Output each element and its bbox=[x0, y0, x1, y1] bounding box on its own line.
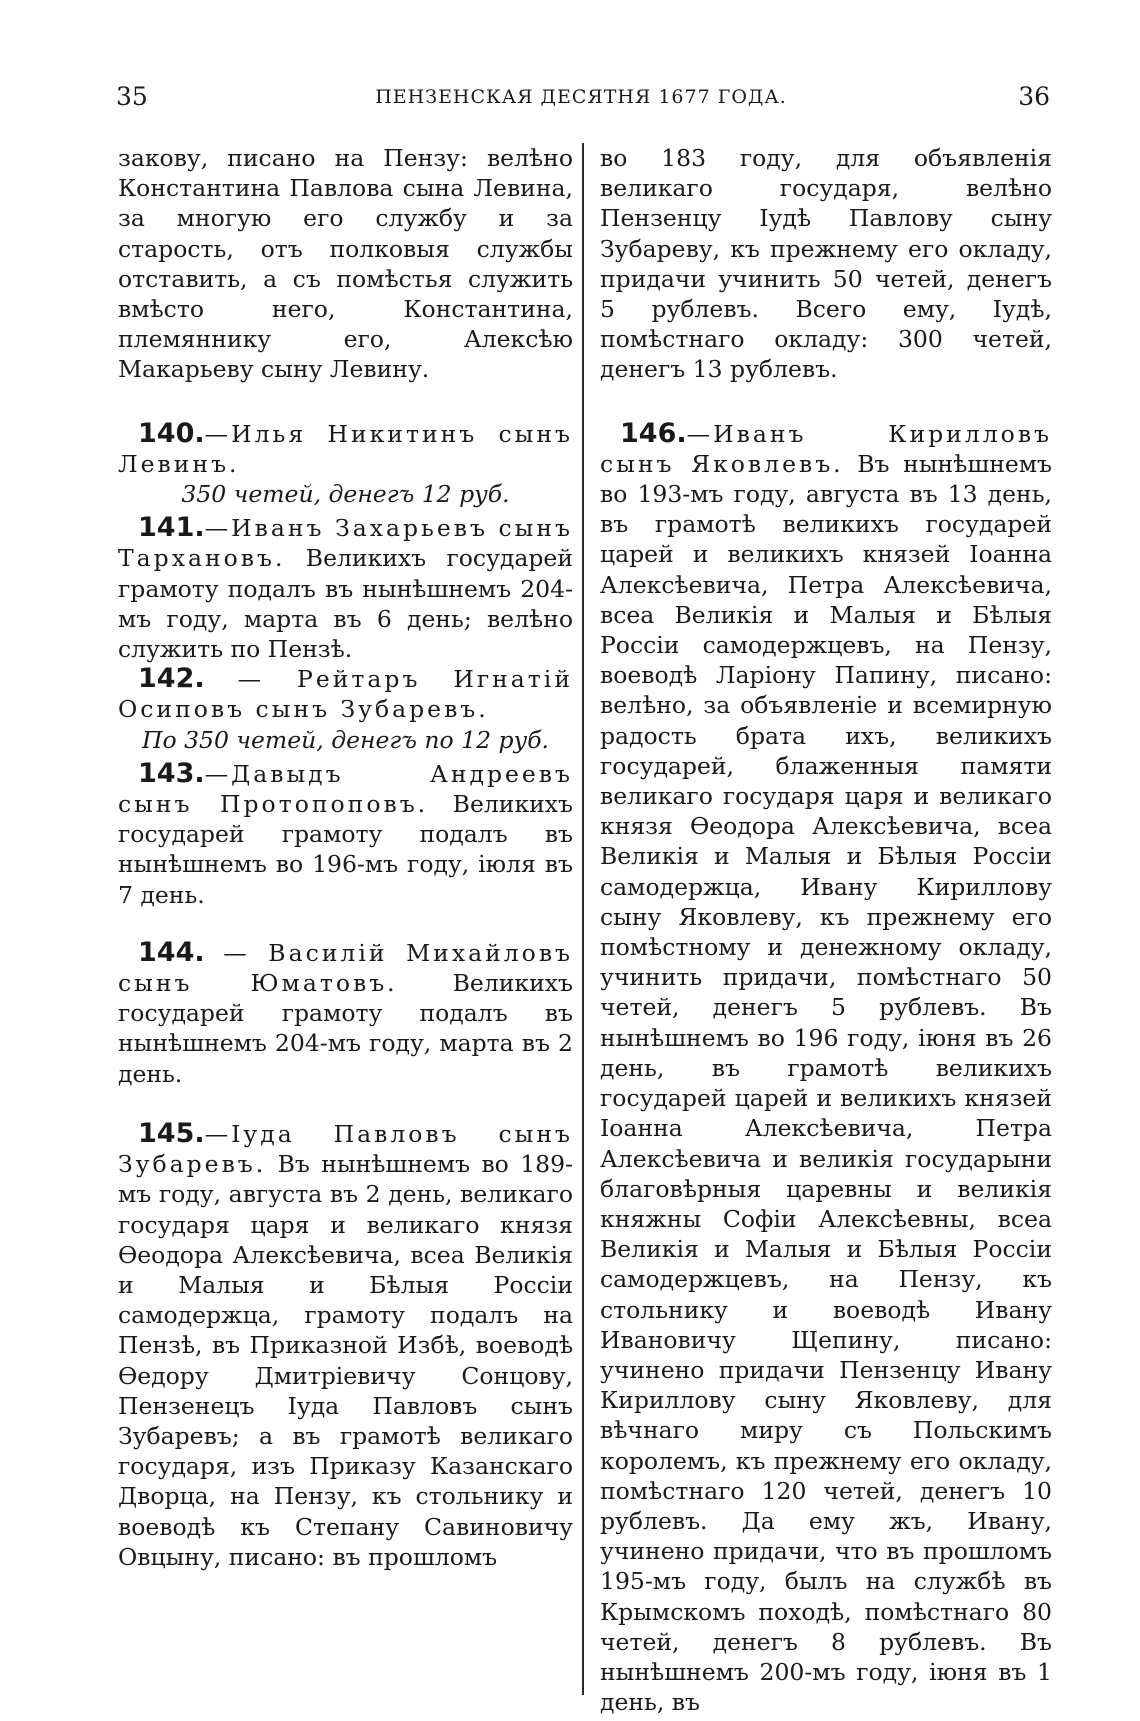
entry-name: — Рейтаръ Игнатій Осиповъ сынъ Зубаревъ. bbox=[118, 665, 573, 724]
page-number-right: 36 bbox=[1018, 82, 1050, 111]
entry-name: —Илья Никитинъ сынъ Левинъ. bbox=[118, 419, 573, 478]
entry-146 bbox=[600, 419, 1052, 1718]
entry-number: 143. bbox=[138, 757, 205, 789]
continuation-text: закову, писано на Пензу: велѣно Константина Павлова сына Левина, за многую его службу и за старость, отъ полковыя службы отставить, а съ помѣстья служить вмѣсто него, Константина, племяннику его, Алексѣю Макарьеву сыну Левину. bbox=[118, 144, 573, 384]
entry-145 bbox=[118, 1119, 573, 1572]
running-title: ПЕНЗЕНСКАЯ ДЕСЯТНЯ 1677 ГОДА. bbox=[375, 86, 787, 108]
column-divider bbox=[582, 143, 584, 1695]
entry-name: — Василій Михайловъ сынъ Юматовъ. bbox=[118, 938, 573, 998]
salary-note: По 350 четей, денегъ по 12 руб. bbox=[141, 725, 550, 754]
entry-142 bbox=[118, 664, 573, 724]
page-header bbox=[112, 82, 1050, 122]
entry-number: 141. bbox=[138, 512, 205, 544]
entry-name: —Иванъ Захарьевъ сынъ Тархановъ. bbox=[118, 514, 573, 573]
entry-number: 145. bbox=[138, 1117, 205, 1149]
entry-number: 146. bbox=[620, 417, 687, 449]
entry-text: Въ нынѣшнемъ во 189-мъ году, августа въ 2 день, великаго государя царя и великаго князя Ѳеодора Алексѣевича, всеа Великія и Малыя и Бѣлыя Россіи самодержца, грамоту подалъ на Пензѣ, въ Приказной Избѣ, воеводѣ Ѳедору Дмитріевичу Сонцову, Пензенецъ Іуда Павловъ сынъ Зубаревъ; а въ грамотѣ великаго государя, изъ Приказу Казанскаго Дворца, на Пензу, къ стольнику и воеводѣ къ Степану Савиновичу Овцыну, писано: въ прошломъ bbox=[118, 1150, 573, 1571]
entry-143 bbox=[118, 759, 573, 910]
page-number-left: 35 bbox=[116, 82, 148, 111]
entry-text: Великихъ государей грамоту подалъ въ нынѣшнемъ 204-мъ году, марта въ 6 день; велѣно служить по Пензѣ. bbox=[118, 544, 573, 664]
entry-name: —Давыдъ Андреевъ сынъ Протопоповъ. bbox=[118, 759, 573, 819]
entry-number: 142. bbox=[138, 663, 205, 695]
entry-number: 140. bbox=[138, 417, 205, 449]
continuation-text: во 183 году, для объявленія великаго государя, велѣно Пензенцу Іудѣ Павлову сыну Зубареву, къ прежнему его окладу, придачи учинить 50 четей, денегъ 5 рублевъ. Всего ему, Іудѣ, помѣстнаго окладу: 300 четей, денегъ 13 рублевъ. bbox=[600, 144, 1052, 384]
entry-140 bbox=[118, 419, 573, 479]
entry-144 bbox=[118, 938, 573, 1089]
entry-141 bbox=[118, 513, 573, 664]
entry-text: Великихъ государей грамоту подалъ въ нынѣшнемъ во 196-мъ году, іюля въ 7 день. bbox=[118, 790, 574, 909]
entry-text: Въ нынѣшнемъ во 193-мъ году, августа въ 13 день, въ грамотѣ великихъ государей царей и великихъ князей Іоанна Алексѣевича, Петра Алексѣевича, всеа Великія и Малыя и Бѣлыя Россіи самодержцевъ, на Пензу, воеводѣ Ларіону Папину, писано: велѣно, за объявленіе и всемирную радость брата ихъ, великихъ государей, блаженныя памяти великаго государя царя и великаго князя Ѳеодора Алексѣевича, всеа Великія и Малыя и Бѣлыя Россіи самодержца, Ивану Кириллову сыну Яковлеву, къ прежнему его помѣстному и денежному окладу, учинить придачи, помѣстнаго 50 четей, денегъ 5 рублевъ. Въ нынѣшнемъ во 196 году, іюня въ 26 день, въ грамотѣ великихъ государей царей и великихъ князей Іоанна Алексѣевича, Петра Алексѣевича и великія государыни благовѣрныя царевны и великія княжны Софіи Алексѣевны, всеа Великія и Малыя и Бѣлыя Россіи самодержцевъ, на Пензу, къ стольнику и воеводѣ Ивану Ивановичу Щепину, писано: учинено придачи Пензенцу Ивану Кириллову сыну Яковлеву, для вѣчнаго миру съ Польскимъ королемъ, къ прежнему его окладу, помѣстнаго 120 четей, денегъ 10 рублевъ. Да ему жъ, Ивану, учинено придачи, что въ прошломъ 195-мъ году, былъ на службѣ въ Крымскомъ походѣ, помѣстнаго 80 четей, денегъ 8 рублевъ. Въ нынѣшнемъ 200-мъ году, іюня въ 1 день, въ bbox=[600, 449, 1052, 1717]
entry-number: 144. bbox=[138, 936, 205, 968]
right-column bbox=[600, 143, 1052, 1717]
left-column bbox=[118, 143, 573, 1572]
salary-note: 350 четей, денегъ 12 руб. bbox=[181, 480, 510, 509]
entry-text: Великихъ государей грамоту подалъ въ нынѣшнемъ 204-мъ году, марта въ 2 день. bbox=[118, 969, 573, 1088]
entry-name: —Іуда Павловъ сынъ Зубаревъ. bbox=[118, 1119, 573, 1179]
entry-name: —Иванъ Кирилловъ сынъ Яковлевъ. bbox=[600, 419, 1052, 478]
